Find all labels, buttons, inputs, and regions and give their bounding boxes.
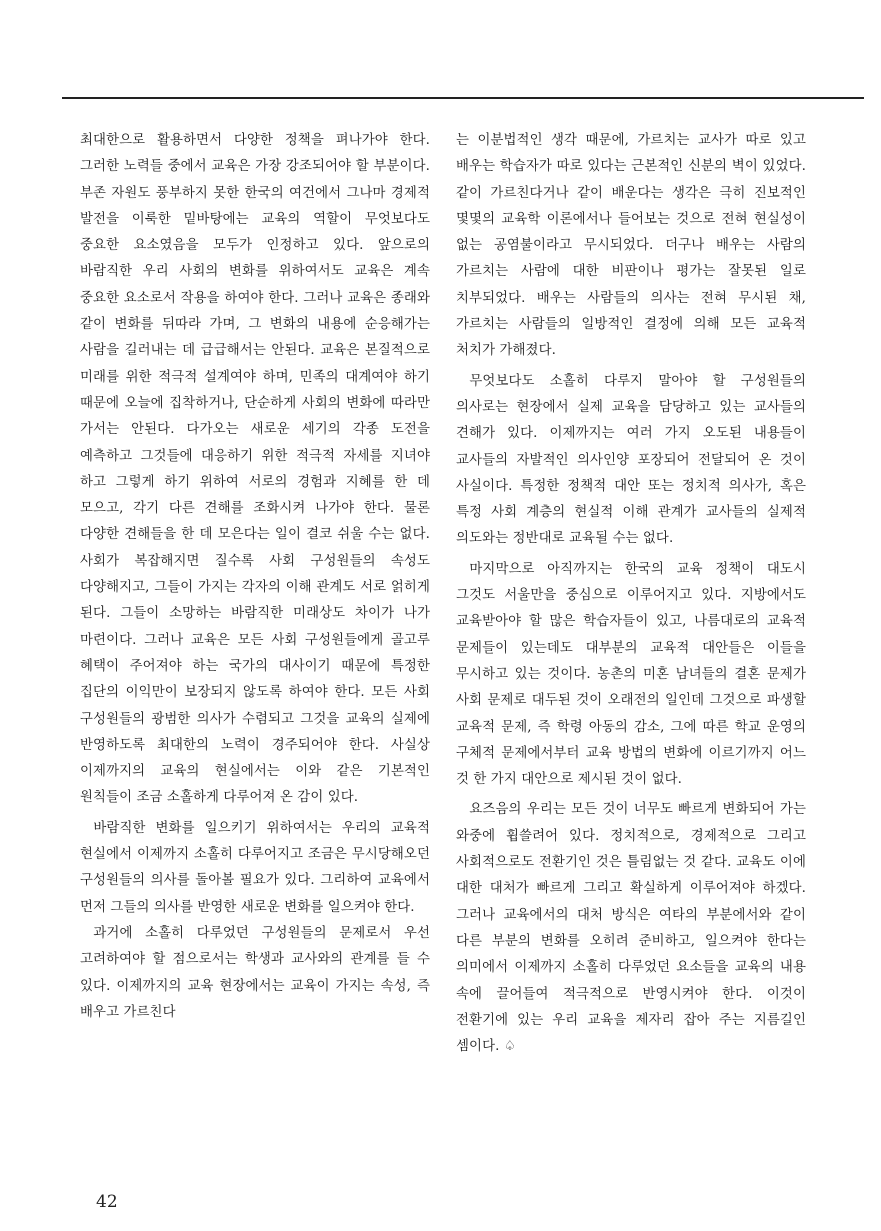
paragraph: 바람직한 변화를 일으키기 위하여서는 우리의 교육적 현실에서 이제까지 소홀히 다루어지고 조금은 무시당해오던 구성원들의 의사를 돌아볼 필요가 있다. 그리하여 교육에서 먼저 그들의 의사를 반영한 새로운 변화를 일으켜야 한다.: [80, 820, 430, 915]
left-column: [80, 128, 430, 1026]
page-number: 42: [96, 1192, 118, 1212]
right-column: [456, 128, 806, 1060]
paragraph: 마지막으로 아직까지는 한국의 교육 정책이 대도시 그것도 서울만을 중심으로 이루어지고 있다. 지방에서도 교육받아야 할 많은 학습자들이 있고, 나름대로의 교육적 문제들이 있는데도 대부분의 교육적 대안들은 이들을 무시하고 있는 것이다. 농촌의 미혼 남녀들의 결혼 문제가 사회 문제로 대두된 것이 오래전의 일인데 그것으로 파생할 교육적 문제, 즉 학령 아동의 감소, 그에 따른 학교 운영의 구체적 문제에서부터 교육 방법의 변화에 이르기까지 어느 것 한 가지 대안으로 제시된 것이 없다.: [456, 561, 806, 788]
paragraph-text: 요즈음의 우리는 모든 것이 너무도 빠르게 변화되어 가는 와중에 휩쓸려어 있다. 정치적으로, 경제적으로 그리고 사회적으로도 전환기인 것은 틀림없는 것 같다. 교육도 이에 대한 대처가 빠르게 그리고 확실하게 이루어져야 하겠다. 그러나 교육에서의 대처 방식은 여타의 부분에서와 같이 다른 부분의 변화를 오히려 준비하고, 일으켜야 한다는 의미에서 이제까지 소홀히 다루었던 요소들을 교육의 내용 속에 끌어들여 적극적으로 반영시켜야 한다. 이것이 전환기에 있는 우리 교육을 제자리 잡아 주는 지름길인 셈이다.: [456, 802, 806, 1055]
paragraph: 는 이분법적인 생각 때문에, 가르치는 교사가 따로 있고 배우는 학습자가 따로 있다는 근본적인 신분의 벽이 있었다. 같이 가르친다거나 같이 배운다는 생각은 극히 진보적인 몇몇의 교육학 이론에서나 들어보는 것으로 전혀 현실성이 없는 공염불이라고 무시되었다. 더구나 배우는 사람의 가르치는 사람에 대한 비판이나 평가는 잘못된 일로 치부되었다. 배우는 사람들의 의사는 전혀 무시된 채, 가르치는 사람들의 일방적인 결정에 의해 모든 교육적 처치가 가해졌다.: [456, 133, 806, 359]
end-mark-icon: ♤: [503, 1039, 516, 1055]
top-rule: [62, 97, 864, 99]
paragraph: 최대한으로 활용하면서 다양한 정책을 펴나가야 한다. 그러한 노력들 중에서 교육은 가장 강조되어야 할 부분이다. 부존 자원도 풍부하지 못한 한국의 여건에서 그나마 경제적 발전을 이룩한 밑바탕에는 교육의 역할이 무엇보다도 중요한 요소였음을 모두가 인정하고 있다. 앞으로의 바람직한 우리 사회의 변화를 위하여서도 교육은 계속 중요한 요소로서 작용을 하여야 한다. 그러나 교육은 종래와 같이 변화를 뒤따라 가며, 그 변화의 내용에 순응해가는 사람을 길러내는 데 급급해서는 안된다. 교육은 본질적으로 미래를 위한 적극적 설계여야 하며, 민족의 대계여야 하기 때문에 오늘에 집착하거나, 단순하게 사회의 변화에 따라만 가서는 안된다. 다가오는 새로운 세기의 각종 도전을 예측하고 그것들에 대응하기 위한 적극적 자세를 지녀야 하고 그렇게 하기 위하여 서로의 경험과 지혜를 한 데 모으고, 각기 다른 견해를 조화시켜 나가야 한다. 물론 다양한 견해들을 한 데 모은다는 일이 결코 쉬울 수는 없다. 사회가 복잡해지면 질수록 사회 구성원들의 속성도 다양해지고, 그들이 가지는 각자의 이해 관계도 서로 얽히게 된다. 그들이 소망하는 바람직한 미래상도 차이가 나가 마련이다. 그러나 교육은 모든 사회 구성원들에게 골고루 혜택이 주어져야 하는 국가의 대사이기 때문에 특정한 집단의 이익만이 보장되지 않도록 하여야 한다. 모든 사회 구성원들의 광범한 의사가 수렴되고 그것을 교육의 실제에 반영하도록 최대한의 노력이 경주되어야 한다. 사실상 이제까지의 교육의 현실에서는 이와 같은 기본적인 원칙들이 조금 소홀하게 다루어져 온 감이 있다.: [80, 133, 430, 806]
paragraph: 과거에 소홀히 다루었던 구성원들의 문제로서 우선 고려하여야 할 점으로서는 학생과 교사와의 관계를 들 수 있다. 이제까지의 교육 현장에서는 교육이 가지는 속성, 즉 배우고 가르친다: [80, 925, 430, 1020]
paragraph: [456, 797, 806, 1060]
paragraph: 무엇보다도 소홀히 다루지 말아야 할 구성원들의 의사로는 현장에서 실제 교육을 담당하고 있는 교사들의 견해가 있다. 이제까지는 여러 가지 오도된 내용들이 교사들의 자발적인 의사인양 포장되어 전달되어 온 것이 사실이다. 특정한 정책적 대안 또는 정치적 의사가, 혹은 특정 사회 계층의 현실적 이해 관계가 교사들의 실제적 의도와는 정반대로 교육될 수는 없다.: [456, 373, 806, 547]
